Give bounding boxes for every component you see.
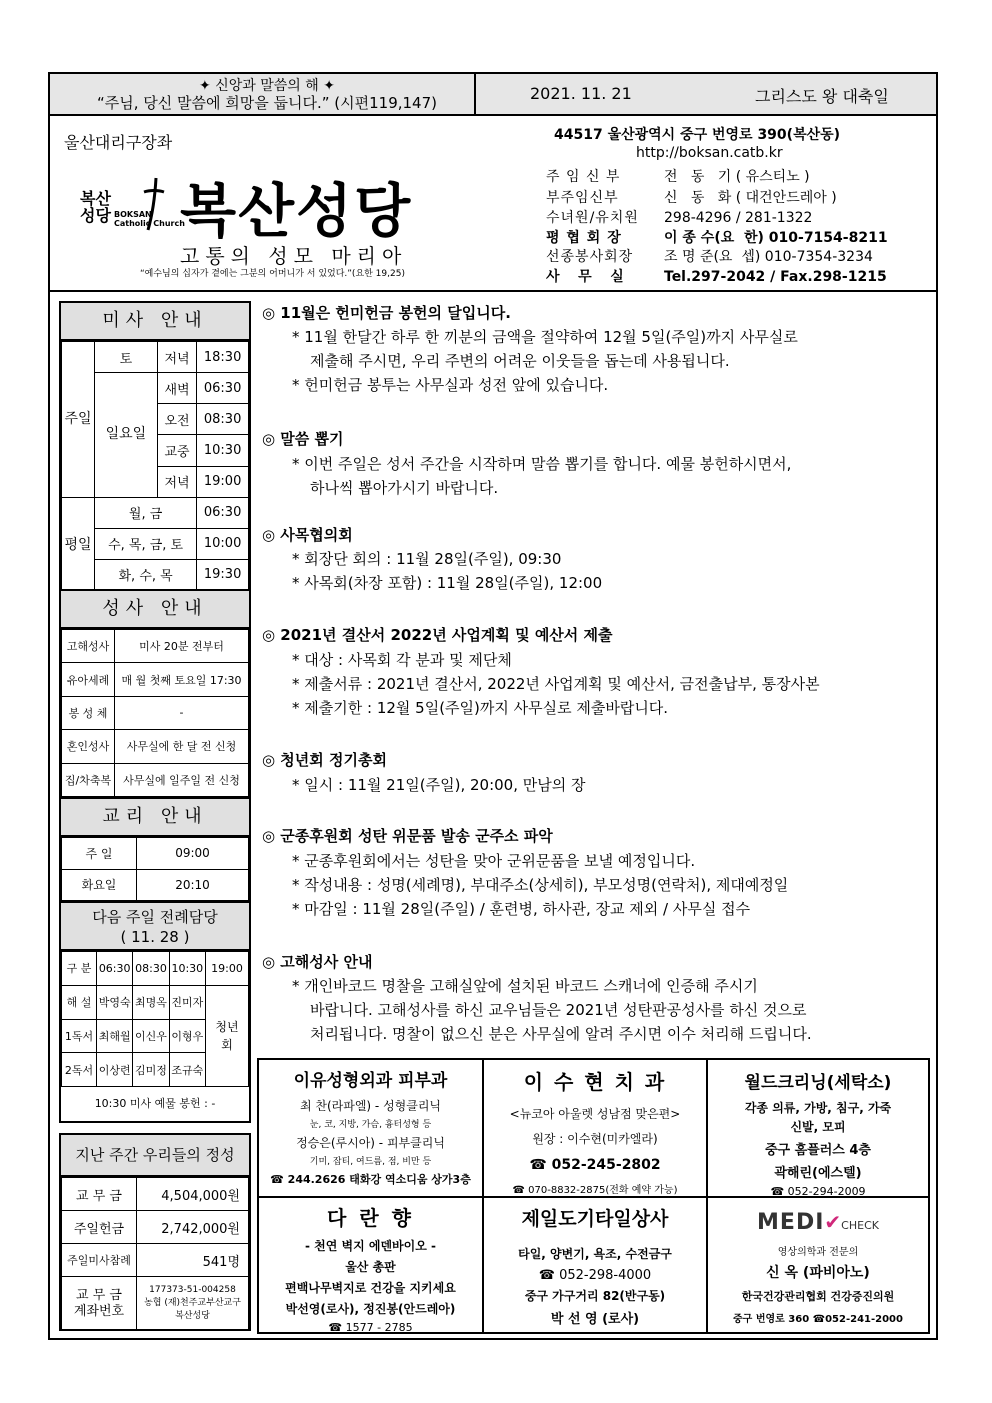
mass-time: 19:30	[197, 559, 249, 590]
liturgy-cell: 최해월	[97, 1019, 133, 1053]
notice-line: 바랍니다. 고해성사를 하신 교우님들은 2021년 성탄판공성사를 하신 것으로	[310, 1001, 807, 1019]
ad-clinic-plastic[interactable]: 이유성형외과 피부과 최 찬(라파엘) - 성형클리닉 눈, 코, 지방, 가슴, 흉터성형 등 정승은(루시아) - 피부클리닉 기미, 잡티, 여드름, 점, 비만 등 ☎ 244.2626 태화강 역소디움 상가3층	[270, 1071, 471, 1186]
weekday-days: 화, 수, 목	[95, 559, 197, 590]
mass-time: 06:30	[197, 497, 249, 528]
notice-title: ◎ 사목협의회	[262, 526, 353, 544]
liturgy-box	[59, 903, 251, 1123]
sacrament-value: 미사 20분 전부터	[115, 630, 249, 663]
check-mark-icon: ✔	[824, 1210, 842, 1234]
liturgy-heading: 다음 주일 전례담당 ( 11. 28 )	[61, 903, 249, 951]
contact-row: 평 협 회 장 이 종 수(요 한) 010-7154-8211	[546, 230, 888, 246]
sacrament-name: 고해성사	[62, 630, 115, 663]
mass-time: 10:00	[197, 528, 249, 559]
mass-time: 06:30	[197, 373, 249, 404]
sacrament-value: -	[115, 696, 249, 729]
ad-tile-shop[interactable]: 제일도기타일상사 타일, 양변기, 욕조, 수전금구 ☎ 052-298-4000 중구 가구거리 82(반구동) 박 선 영 (로사)	[518, 1208, 672, 1327]
sacrament-name: 집/차축복	[62, 763, 115, 796]
notice-title: ◎ 2021년 결산서 2022년 사업계획 및 예산서 제출	[262, 626, 613, 644]
notice-title: ◎ 군종후원회 성탄 위문품 발송 군주소 파악	[262, 827, 553, 845]
notice-title: ◎ 말씀 뽑기	[262, 430, 344, 448]
contact-row: 선종봉사회장 조 명 준(요 셉) 010-7354-3234	[546, 249, 873, 265]
mass-name: 저녁	[157, 342, 196, 373]
liturgy-cell: 진미자	[169, 985, 205, 1019]
notice-line: * 작성내용 : 성명(세례명), 부대주소(상세히), 부모성명(연락처), 제대예정일	[292, 876, 789, 894]
liturgy-row-name: 1독서	[62, 1019, 97, 1053]
mass-name: 오전	[157, 404, 196, 435]
notice-title: ◎ 11월은 헌미헌금 봉헌의 달입니다.	[262, 304, 511, 322]
catechism-value: 09:00	[137, 838, 249, 870]
banner-date: 2021. 11. 21	[530, 84, 632, 103]
logo-small-text: 복산 성당	[80, 189, 111, 225]
sacrament-name: 혼인성사	[62, 730, 115, 763]
sunday-sub-label: 일요일	[95, 373, 158, 498]
mass-name: 교중	[157, 435, 196, 466]
sacrament-heading: 성사 안내	[61, 591, 249, 629]
sacrament-box	[59, 591, 251, 799]
notice-line: * 마감일 : 11월 28일(주일) / 훈련병, 하사관, 장교 제외 / 사무실 접수	[292, 900, 751, 918]
liturgy-cell: 이상련	[97, 1053, 133, 1087]
offertory-note: 10:30 미사 예물 봉헌 : -	[94, 1097, 216, 1110]
ad-wallpaper[interactable]: 다 란 향 - 천연 벽지 에덴바이오 - 울산 총판 편백나무벽지로 건강을 지키세요 박선영(로사), 정진봉(안드레아) ☎ 1577 - 2785	[285, 1206, 456, 1332]
mass-name: 새벽	[157, 373, 196, 404]
sacrament-value: 사무실에 일주일 전 신청	[115, 763, 249, 796]
offering-box	[59, 1133, 251, 1331]
motto: “예수님의 십자가 곁에는 그분의 어머니가 서 있었다.”(요한 19,25)	[140, 269, 405, 279]
mass-schedule-box	[59, 301, 251, 591]
catechism-name: 주 일	[62, 838, 137, 870]
ad-health-clinic[interactable]: MEDI✔CHECK 영상의학과 전문의 신 옥 (파비아노) 한국건강관리협회 건강증진의원 중구 번영로 360 ☎052-241-2000	[708, 1198, 928, 1332]
notice-line: * 제출기한 : 12월 5일(주일)까지 사무실로 제출바랍니다.	[292, 699, 669, 717]
church-address: 44517 울산광역시 중구 번영로 390(복산동)	[554, 127, 841, 143]
sacrament-table	[61, 629, 249, 797]
offering-value: 2,742,000원	[137, 1211, 249, 1244]
catechism-heading: 교리 안내	[61, 799, 249, 837]
sacrament-value: 매 월 첫째 토요일 17:30	[115, 663, 249, 696]
medicheck-logo: MEDI✔CHECK	[757, 1210, 879, 1235]
notice-line: * 헌미헌금 봉투는 사무실과 성전 앞에 있습니다.	[292, 376, 609, 394]
offering-value: 541명	[137, 1244, 249, 1277]
sacrament-name: 유아세례	[62, 663, 115, 696]
catechism-name: 화요일	[62, 869, 137, 901]
logo-english-text: BOKSAN Catholic Church	[114, 210, 185, 228]
liturgy-cell: 조규숙	[169, 1053, 205, 1087]
mass-heading: 미사 안내	[61, 303, 249, 341]
offering-name: 주일미사참례	[62, 1244, 137, 1277]
ad-dental[interactable]: 이 수 현 치 과 <뉴코아 아울렛 성남점 맞은편> 원장 : 이수현(미카엘라) ☎ 052-245-2802 ☎ 070-8832-2875(전화 예약 가능)	[509, 1070, 681, 1196]
header-separator	[50, 290, 936, 292]
offering-name: 주일헌금	[62, 1211, 137, 1244]
notice-title: ◎ 고해성사 안내	[262, 953, 373, 971]
mass-name: 저녁	[157, 466, 196, 497]
account-label: 교 무 금 계좌번호	[62, 1277, 137, 1331]
banner-quote: “주님, 당신 말씀에 희망을 둡니다.” (시편119,147)	[96, 94, 437, 112]
catechism-box	[59, 799, 251, 903]
sat-day: 토	[95, 342, 158, 373]
church-name: 복산성당	[180, 177, 413, 245]
notice-line: * 11월 한달간 하루 한 끼분의 금액을 절약하여 12월 5일(주일)까지 사무실로	[292, 328, 798, 346]
sacrament-value: 사무실에 한 달 전 신청	[115, 730, 249, 763]
contact-row: 주 임 신 부 전 동 기 ( 유스티노 )	[546, 169, 810, 185]
youth-label: 청년회	[206, 985, 249, 1086]
liturgy-col-header: 08:30	[133, 952, 169, 986]
weekday-days: 수, 목, 금, 토	[95, 528, 197, 559]
notice-line: 제출해 주시면, 우리 주변의 어려운 이웃들을 돕는데 사용됩니다.	[310, 352, 730, 370]
notice-line: * 일시 : 11월 21일(주일), 20:00, 만남의 장	[292, 776, 586, 794]
weekday-days: 월, 금	[95, 497, 197, 528]
contact-row: 사 무 실 Tel.297-2042 / Fax.298-1215	[546, 269, 887, 285]
notice-title: ◎ 청년회 정기총회	[262, 751, 387, 769]
liturgy-row-name: 2독서	[62, 1053, 97, 1087]
notice-line: * 대상 : 사목회 각 분과 및 제단체	[292, 651, 512, 669]
offering-name: 교 무 금	[62, 1178, 137, 1211]
liturgy-col-header: 19:00	[206, 952, 249, 986]
mass-table	[61, 341, 249, 591]
notice-line: * 회장단 회의 : 11월 28일(주일), 09:30	[292, 550, 562, 568]
liturgy-col-header: 10:30	[169, 952, 205, 986]
weekday-label: 평일	[62, 497, 95, 590]
banner-feast: 그리스도 왕 대축일	[755, 87, 889, 106]
liturgy-cell: 이형우	[169, 1019, 205, 1053]
notice-line: * 사목회(차장 포함) : 11월 28일(주일), 12:00	[292, 574, 603, 592]
ad-laundry[interactable]: 월드크리닝(세탁소) 각종 의류, 가방, 침구, 가죽 신발, 모피 중구 홈플러스 4층 곽해린(에스텔) ☎ 052-294-2009	[744, 1073, 892, 1196]
liturgy-cell: 이신우	[133, 1019, 169, 1053]
catechism-value: 20:10	[137, 869, 249, 901]
sunday-label: 주일	[62, 342, 95, 498]
liturgy-cell: 김미정	[133, 1053, 169, 1087]
diocese-label: 울산대리구장좌	[64, 133, 173, 152]
contact-row: 수녀원/유치원 298-4296 / 281-1322	[546, 210, 813, 226]
mass-time: 08:30	[197, 404, 249, 435]
notice-line: * 제출서류 : 2021년 결산서, 2022년 사업계획 및 예산서, 금전출납부, 통장사본	[292, 675, 820, 693]
mass-time: 10:30	[197, 435, 249, 466]
notice-line: 처리됩니다. 명찰이 없으신 분은 사무실에 알려 주시면 이수 처리해 드립니다.	[310, 1025, 812, 1043]
sacrament-name: 봉 성 체	[62, 696, 115, 729]
mass-time: 19:00	[197, 466, 249, 497]
catechism-table	[61, 837, 249, 901]
notice-line: * 군종후원회에서는 성탄을 맞아 군위문품을 보낼 예정입니다.	[292, 852, 696, 870]
church-url[interactable]: http://boksan.catb.kr	[636, 145, 783, 161]
patron-title: 고통의 성모 마리아	[180, 244, 408, 268]
liturgy-col-header: 구 분	[62, 952, 97, 986]
account-info: 177373-51-004258 농협 (재)천주교부산교구 복산성당	[137, 1277, 249, 1331]
liturgy-table	[61, 951, 249, 1087]
offering-table	[61, 1177, 249, 1331]
liturgy-col-header: 06:30	[97, 952, 133, 986]
mass-time: 18:30	[197, 342, 249, 373]
notice-line: 하나씩 뽑아가시기 바랍니다.	[310, 479, 499, 497]
offering-heading: 지난 주간 우리들의 정성	[61, 1135, 249, 1177]
liturgy-cell: 최명옥	[133, 985, 169, 1019]
ads-grid	[257, 1058, 930, 1334]
offering-value: 4,504,000원	[137, 1178, 249, 1211]
contact-row: 부주임신부 신 동 화 ( 대건안드레아 )	[546, 190, 837, 206]
liturgy-row-name: 해 설	[62, 985, 97, 1019]
liturgy-cell: 박영숙	[97, 985, 133, 1019]
banner-title: ✦ 신앙과 말씀의 해 ✦	[199, 78, 335, 94]
notice-line: * 개인바코드 명찰을 고해실앞에 설치된 바코드 스캐너에 인증해 주시기	[292, 977, 758, 995]
notice-line: * 이번 주일은 성서 주간을 시작하며 말씀 뽑기를 합니다. 예물 봉헌하시면서,	[292, 455, 792, 473]
